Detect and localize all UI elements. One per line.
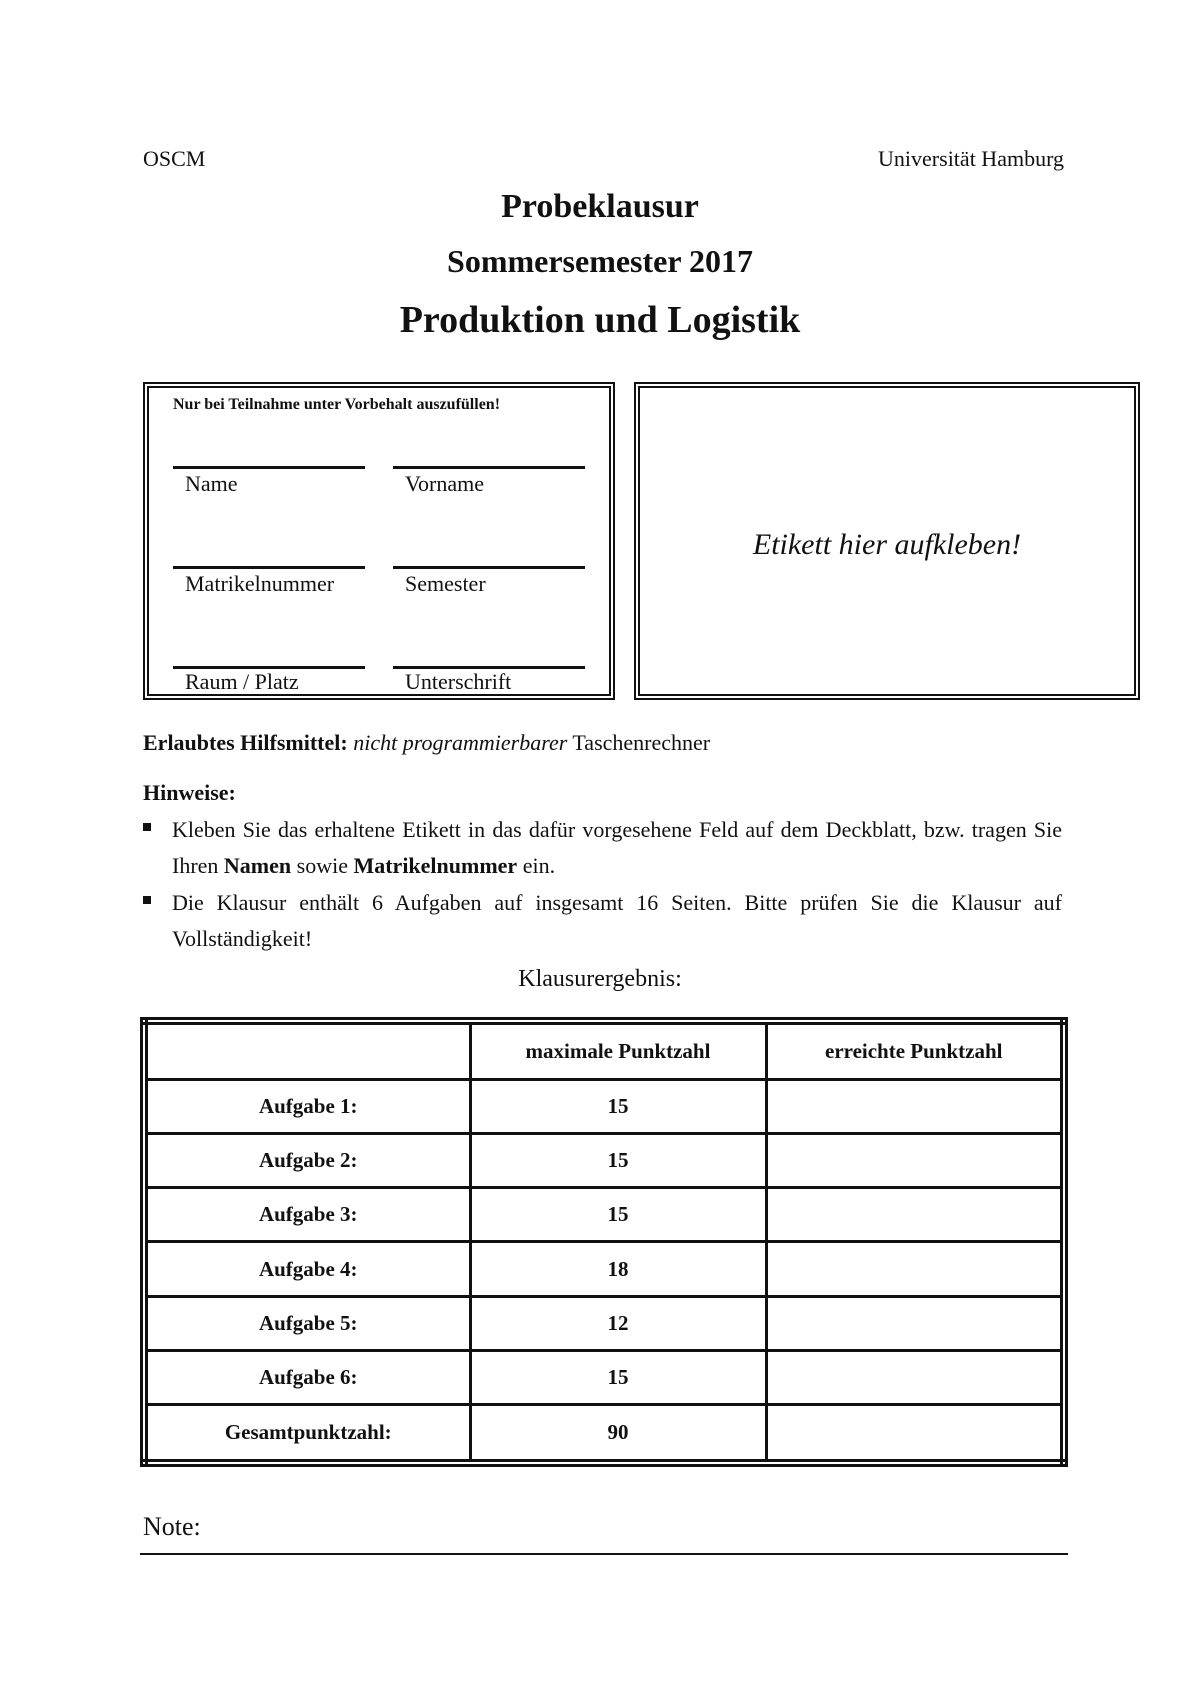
hinweis-1-text-b: sowie — [291, 853, 354, 878]
table-row — [144, 1350, 1064, 1404]
task-max-points: 15 — [470, 1188, 766, 1242]
unterschrift-label: Unterschrift — [405, 669, 512, 694]
hinweis-1-bold-namen: Namen — [223, 853, 292, 878]
task-achieved-points[interactable] — [766, 1080, 1064, 1134]
hinweise-title: Hinweise: — [143, 780, 236, 805]
label-sticker-text: Etikett hier aufkleben! — [752, 528, 1022, 561]
name-line — [173, 466, 365, 469]
task-achieved-points[interactable] — [766, 1134, 1064, 1188]
table-total-row — [144, 1404, 1064, 1463]
hinweis-1-text-a: Kleben Sie das erhaltene Etikett in das dafür vorgesehene Feld auf dem Deckblatt, bzw. tragen Sie Ihren — [172, 817, 1062, 878]
task-label: Aufgabe 5: — [144, 1296, 470, 1350]
vorname-label: Vorname — [405, 471, 485, 496]
header-cell-max: maximale Punktzahl — [470, 1021, 766, 1080]
task-label: Aufgabe 6: — [144, 1350, 470, 1404]
header-cell-empty — [144, 1021, 470, 1080]
klausurergebnis-title: Klausurergebnis: — [518, 966, 682, 992]
name-label: Name — [185, 471, 238, 496]
hinweis-1-bold-matrikelnummer: Matrikelnummer — [353, 853, 518, 878]
header-left: OSCM — [143, 146, 206, 171]
task-label: Aufgabe 3: — [144, 1188, 470, 1242]
note-line[interactable] — [140, 1553, 1068, 1555]
table-row — [144, 1080, 1064, 1134]
score-table — [140, 1017, 1068, 1467]
table-row — [144, 1134, 1064, 1188]
raum-platz-label: Raum / Platz — [185, 669, 299, 694]
matrikelnummer-label: Matrikelnummer — [185, 571, 335, 596]
info-box-note: Nur bei Teilnahme unter Vorbehalt auszufüllen! — [173, 396, 501, 413]
table-row — [144, 1296, 1064, 1350]
vorname-line — [393, 466, 585, 469]
semester-label: Semester — [405, 571, 486, 596]
total-max-points: 90 — [470, 1404, 766, 1463]
hilfsmittel-line — [143, 730, 710, 756]
note-label: Note: — [143, 1512, 201, 1541]
hilfsmittel-rest: Taschenrechner — [567, 730, 711, 755]
table-row — [144, 1188, 1064, 1242]
bullet-icon — [143, 896, 151, 904]
hinweis-1-text-c: ein. — [517, 853, 556, 878]
participant-info-box — [143, 382, 615, 700]
title-line-2: Sommersemester 2017 — [447, 243, 753, 279]
title-line-1: Probeklausur — [501, 188, 699, 225]
hinweis-item-1 — [172, 812, 1062, 884]
hilfsmittel-emphasis: nicht programmierbarer — [353, 730, 568, 755]
hilfsmittel-label: Erlaubtes Hilfsmittel: — [143, 730, 348, 755]
task-label: Aufgabe 2: — [144, 1134, 470, 1188]
table-row — [144, 1242, 1064, 1296]
matrikelnummer-line — [173, 566, 365, 569]
bullet-icon — [143, 823, 151, 831]
task-label: Aufgabe 4: — [144, 1242, 470, 1296]
task-achieved-points[interactable] — [766, 1296, 1064, 1350]
title-line-3: Produktion und Logistik — [399, 299, 801, 341]
total-label: Gesamtpunktzahl: — [144, 1404, 470, 1463]
table-header-row — [144, 1021, 1064, 1080]
task-max-points: 18 — [470, 1242, 766, 1296]
semester-line — [393, 566, 585, 569]
task-max-points: 15 — [470, 1350, 766, 1404]
header-cell-achieved: erreichte Punktzahl — [766, 1021, 1064, 1080]
task-max-points: 15 — [470, 1080, 766, 1134]
task-label: Aufgabe 1: — [144, 1080, 470, 1134]
label-sticker-box — [634, 382, 1140, 700]
total-achieved-points[interactable] — [766, 1404, 1064, 1463]
task-achieved-points[interactable] — [766, 1242, 1064, 1296]
header-right: Universität Hamburg — [878, 146, 1064, 171]
task-max-points: 12 — [470, 1296, 766, 1350]
hinweis-item-2: Die Klausur enthält 6 Aufgaben auf insgesamt 16 Seiten. Bitte prüfen Sie die Klausur auf Vollständigkeit! — [172, 890, 1062, 951]
task-achieved-points[interactable] — [766, 1188, 1064, 1242]
task-achieved-points[interactable] — [766, 1350, 1064, 1404]
task-max-points: 15 — [470, 1134, 766, 1188]
